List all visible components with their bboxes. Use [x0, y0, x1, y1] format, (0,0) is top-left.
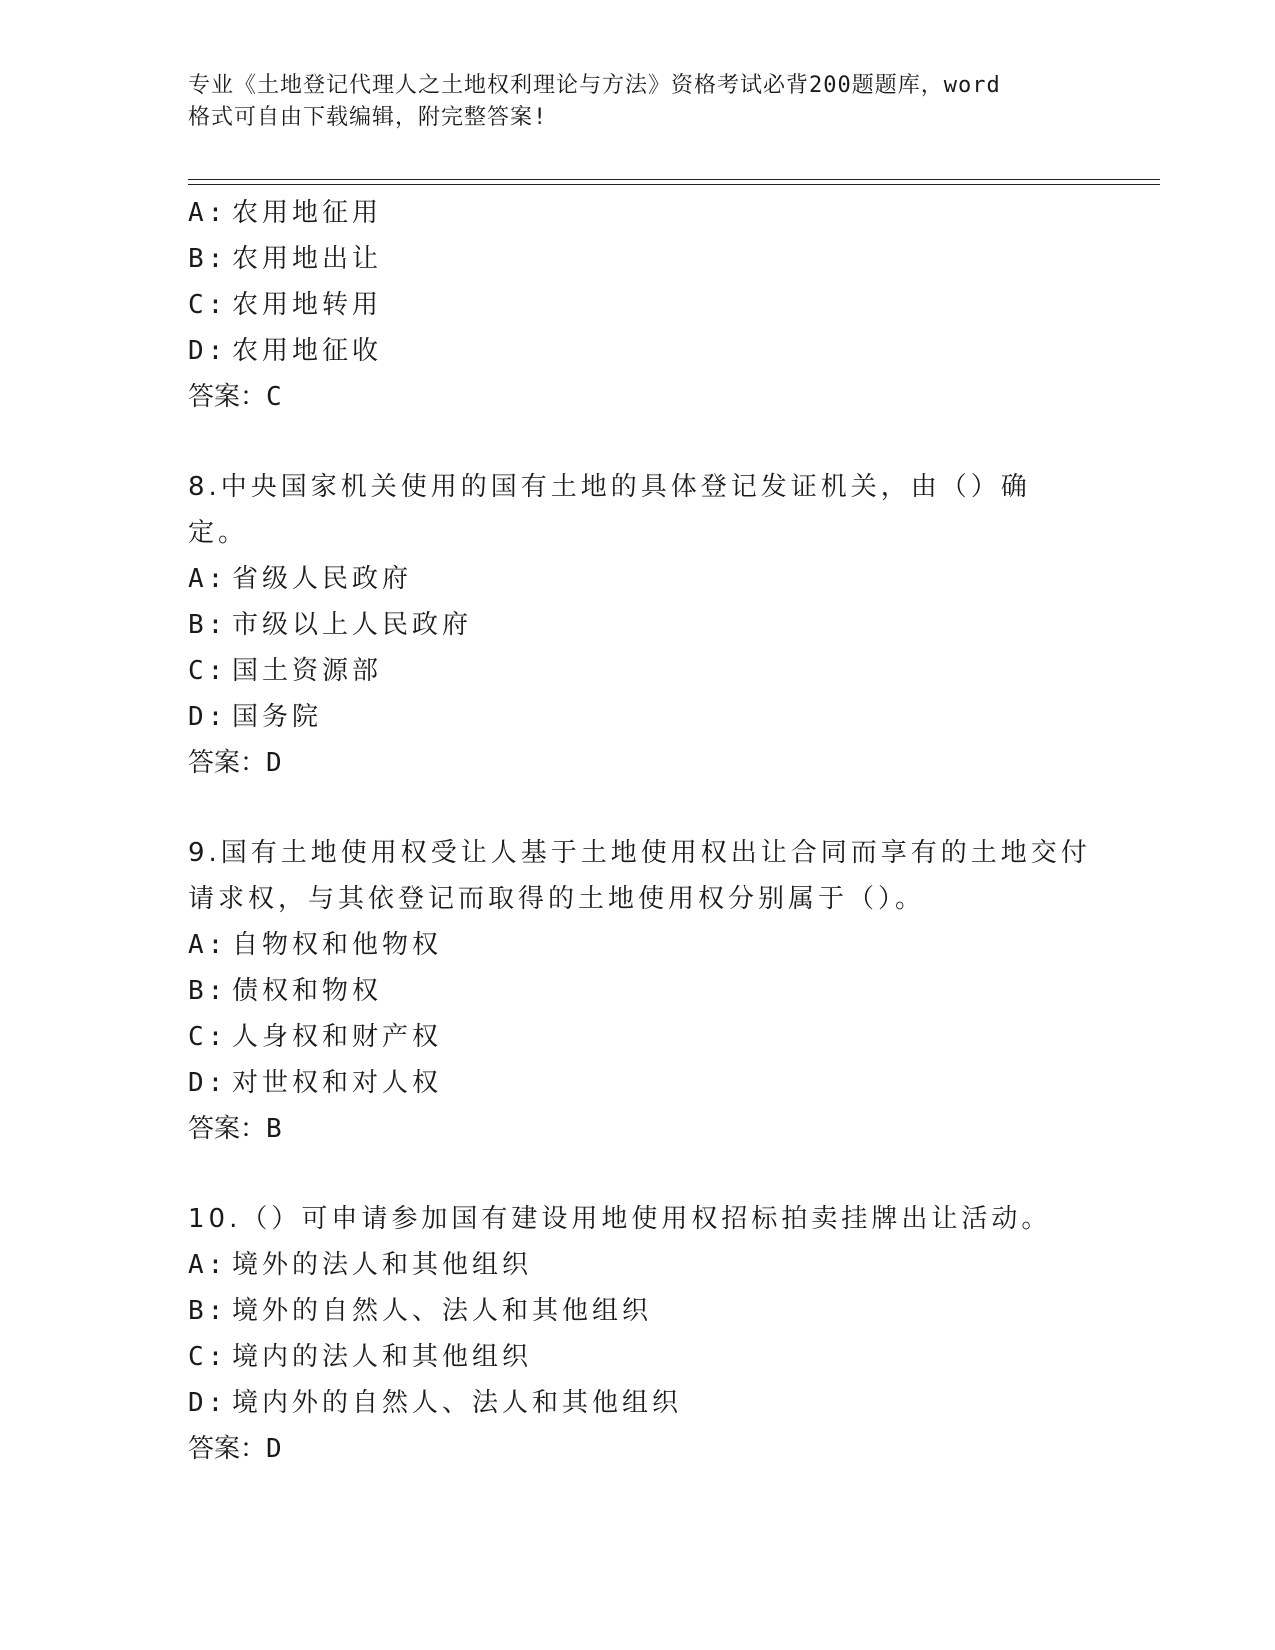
option-text: 国土资源部 [232, 656, 383, 686]
question-text: 10.（）可申请参加国有建设用地使用权招标拍卖挂牌出让活动。 [188, 1204, 1052, 1234]
option-text: 市级以上人民政府 [232, 610, 473, 640]
option-key: A: [188, 1250, 228, 1280]
answer-label: 答案： [188, 748, 267, 778]
header-divider-bottom [188, 184, 1160, 185]
option-b [188, 1288, 1088, 1334]
answer-value: B [266, 1114, 282, 1144]
question-text-line-1: 9.国有土地使用权受让人基于土地使用权出让合同而享有的土地交付 [188, 838, 1091, 868]
option-text: 境内的法人和其他组织 [232, 1342, 533, 1372]
option-a [188, 556, 1088, 602]
option-a [188, 1242, 1088, 1288]
option-a [188, 190, 1088, 236]
option-text: 自物权和他物权 [232, 930, 443, 960]
answer-value: D [266, 1434, 282, 1464]
header-line-1: 专业《土地登记代理人之土地权利理论与方法》资格考试必背200题题库，word [188, 73, 1001, 98]
option-c [188, 282, 1088, 328]
option-key: A: [188, 198, 228, 228]
option-d [188, 328, 1088, 374]
question-8 [188, 464, 1088, 786]
option-key: C: [188, 290, 228, 320]
option-a [188, 922, 1088, 968]
option-key: A: [188, 930, 228, 960]
question-list [188, 190, 1091, 1472]
header-divider-top [188, 179, 1160, 180]
question-9 [188, 830, 1091, 1152]
option-key: B: [188, 610, 228, 640]
document-header [188, 70, 1068, 134]
question-text: 8.中央国家机关使用的国有土地的具体登记发证机关，由（）确定。 [188, 472, 1031, 548]
option-text: 境内外的自然人、法人和其他组织 [232, 1388, 683, 1418]
option-key: B: [188, 1296, 228, 1326]
question-10 [188, 1196, 1088, 1472]
answer-line [188, 1426, 1088, 1472]
question-text-line-2: 请求权，与其依登记而取得的土地使用权分别属于（）。 [188, 884, 926, 914]
option-d [188, 1380, 1088, 1426]
option-text: 农用地出让 [232, 244, 383, 274]
question-7 [188, 190, 1088, 420]
option-key: D: [188, 336, 228, 366]
option-text: 境外的法人和其他组织 [232, 1250, 533, 1280]
option-b [188, 236, 1088, 282]
option-text: 省级人民政府 [232, 564, 413, 594]
header-line-2: 格式可自由下载编辑，附完整答案! [188, 105, 548, 130]
answer-label: 答案： [188, 1434, 267, 1464]
option-d [188, 1060, 1088, 1106]
answer-line [188, 740, 1088, 786]
option-key: A: [188, 564, 228, 594]
answer-line [188, 374, 1088, 420]
answer-value: D [266, 748, 282, 778]
option-text: 人身权和财产权 [232, 1022, 443, 1052]
option-key: C: [188, 1022, 228, 1052]
option-d [188, 694, 1088, 740]
option-text: 对世权和对人权 [232, 1068, 443, 1098]
option-c [188, 1014, 1088, 1060]
answer-label: 答案： [188, 382, 267, 412]
option-key: C: [188, 1342, 228, 1372]
option-key: D: [188, 1388, 228, 1418]
answer-label: 答案： [188, 1114, 267, 1144]
option-key: B: [188, 976, 228, 1006]
option-text: 农用地转用 [232, 290, 383, 320]
option-text: 农用地征用 [232, 198, 383, 228]
option-b [188, 968, 1088, 1014]
option-text: 债权和物权 [232, 976, 383, 1006]
option-key: C: [188, 656, 228, 686]
option-key: D: [188, 702, 228, 732]
option-c [188, 648, 1088, 694]
option-c [188, 1334, 1088, 1380]
answer-line [188, 1106, 1088, 1152]
option-key: D: [188, 1068, 228, 1098]
option-text: 农用地征收 [232, 336, 383, 366]
option-b [188, 602, 1088, 648]
option-text: 境外的自然人、法人和其他组织 [232, 1296, 653, 1326]
option-key: B: [188, 244, 228, 274]
option-text: 国务院 [232, 702, 323, 732]
answer-value: C [266, 382, 282, 412]
